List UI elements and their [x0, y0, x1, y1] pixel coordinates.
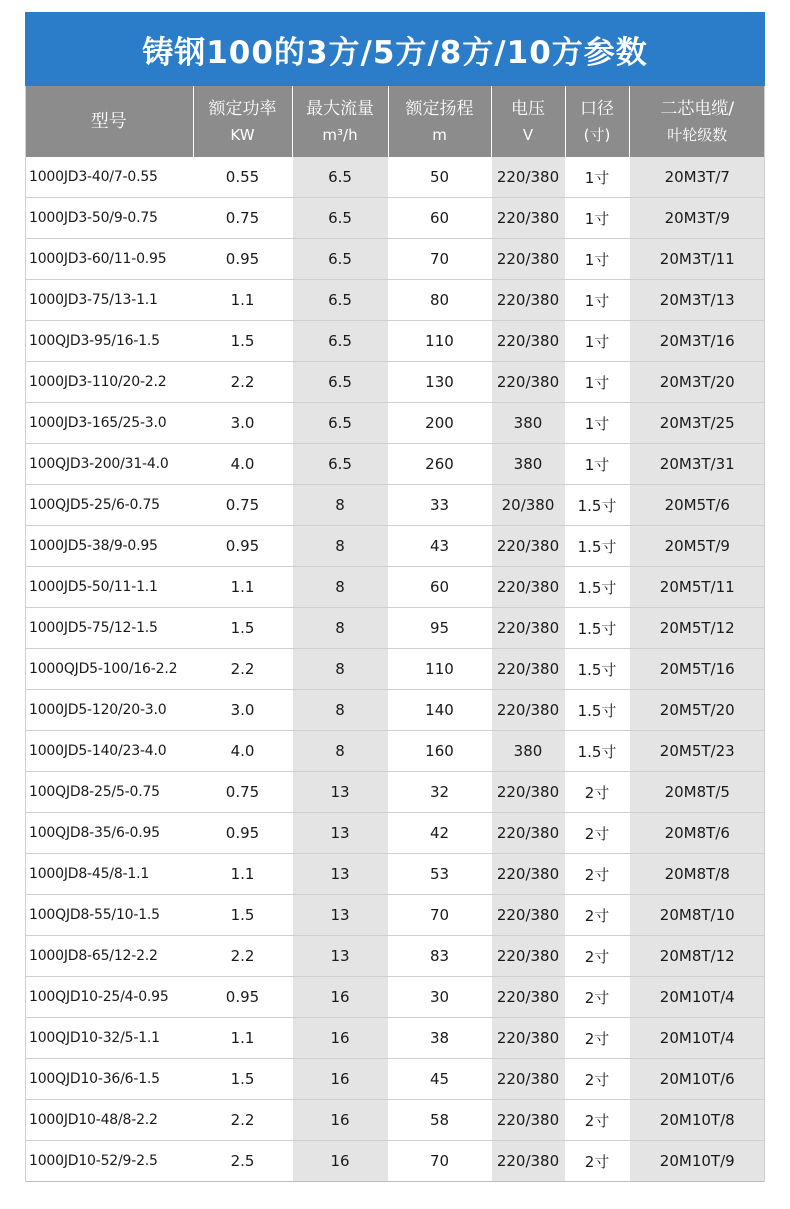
header-unit: V	[522, 125, 534, 144]
cell-caliber: 1寸	[565, 403, 629, 444]
cell-head: 83	[388, 936, 491, 977]
cell-voltage: 220/380	[491, 854, 565, 895]
cell-power: 2.2	[193, 649, 292, 690]
cell-caliber: 2寸	[565, 895, 629, 936]
cell-model: 1000JD3-165/25-3.0	[25, 403, 193, 444]
cell-voltage: 220/380	[491, 362, 565, 403]
header-unit: m	[432, 125, 447, 144]
cell-model: 1000JD5-75/12-1.5	[25, 608, 193, 649]
cell-flow: 6.5	[292, 239, 388, 280]
cell-flow: 8	[292, 731, 388, 772]
cell-power: 0.95	[193, 813, 292, 854]
table-header	[25, 86, 765, 157]
cell-caliber: 1.5寸	[565, 690, 629, 731]
cell-power: 2.2	[193, 936, 292, 977]
cell-power: 0.55	[193, 157, 292, 198]
cell-power: 0.75	[193, 198, 292, 239]
cell-voltage: 220/380	[491, 895, 565, 936]
cell-head: 33	[388, 485, 491, 526]
cell-head: 70	[388, 1141, 491, 1182]
table-row	[25, 239, 765, 280]
cell-cable-stages: 20M5T/12	[629, 608, 765, 649]
cell-voltage: 380	[491, 444, 565, 485]
cell-power: 0.75	[193, 772, 292, 813]
cell-voltage: 220/380	[491, 239, 565, 280]
header-unit: 叶轮级数	[667, 125, 728, 144]
cell-cable-stages: 20M8T/5	[629, 772, 765, 813]
cell-head: 32	[388, 772, 491, 813]
header-label: 额定扬程	[405, 98, 474, 119]
cell-caliber: 1寸	[565, 157, 629, 198]
cell-model: 1000JD5-120/20-3.0	[25, 690, 193, 731]
cell-cable-stages: 20M3T/9	[629, 198, 765, 239]
table-row	[25, 1018, 765, 1059]
header-model	[25, 86, 193, 157]
cell-model: 100QJD5-25/6-0.75	[25, 485, 193, 526]
cell-model: 1000JD3-40/7-0.55	[25, 157, 193, 198]
cell-power: 4.0	[193, 444, 292, 485]
cell-voltage: 220/380	[491, 608, 565, 649]
header-head	[388, 86, 491, 157]
cell-caliber: 2寸	[565, 1141, 629, 1182]
cell-cable-stages: 20M3T/20	[629, 362, 765, 403]
cell-head: 60	[388, 198, 491, 239]
cell-head: 80	[388, 280, 491, 321]
cell-power: 1.5	[193, 608, 292, 649]
cell-model: 100QJD8-35/6-0.95	[25, 813, 193, 854]
table-body	[25, 157, 765, 1182]
cell-model: 1000JD10-48/8-2.2	[25, 1100, 193, 1141]
cell-cable-stages: 20M10T/4	[629, 977, 765, 1018]
table-frame-left	[25, 86, 26, 1182]
cell-voltage: 220/380	[491, 526, 565, 567]
cell-flow: 8	[292, 649, 388, 690]
cell-power: 1.1	[193, 280, 292, 321]
cell-power: 1.5	[193, 321, 292, 362]
cell-head: 58	[388, 1100, 491, 1141]
cell-power: 0.95	[193, 239, 292, 280]
cell-cable-stages: 20M3T/31	[629, 444, 765, 485]
cell-flow: 13	[292, 772, 388, 813]
cell-cable-stages: 20M3T/7	[629, 157, 765, 198]
cell-caliber: 1.5寸	[565, 649, 629, 690]
cell-flow: 6.5	[292, 157, 388, 198]
cell-flow: 8	[292, 526, 388, 567]
cell-voltage: 220/380	[491, 280, 565, 321]
cell-head: 45	[388, 1059, 491, 1100]
table-row	[25, 608, 765, 649]
cell-caliber: 1.5寸	[565, 526, 629, 567]
table-row	[25, 362, 765, 403]
table-row	[25, 280, 765, 321]
cell-cable-stages: 20M5T/9	[629, 526, 765, 567]
header-label: 电压	[511, 98, 545, 119]
table-row	[25, 1100, 765, 1141]
cell-flow: 6.5	[292, 444, 388, 485]
cell-voltage: 220/380	[491, 813, 565, 854]
cell-head: 70	[388, 239, 491, 280]
table-row	[25, 772, 765, 813]
table-row	[25, 977, 765, 1018]
table-frame-right	[764, 86, 765, 1182]
cell-power: 0.95	[193, 526, 292, 567]
cell-flow: 6.5	[292, 321, 388, 362]
cell-flow: 6.5	[292, 403, 388, 444]
cell-model: 100QJD10-36/6-1.5	[25, 1059, 193, 1100]
cell-voltage: 220/380	[491, 936, 565, 977]
cell-head: 50	[388, 157, 491, 198]
cell-caliber: 2寸	[565, 772, 629, 813]
cell-model: 1000QJD5-100/16-2.2	[25, 649, 193, 690]
table-row	[25, 731, 765, 772]
cell-voltage: 220/380	[491, 198, 565, 239]
table-row	[25, 1141, 765, 1182]
cell-power: 0.75	[193, 485, 292, 526]
cell-head: 160	[388, 731, 491, 772]
cell-head: 200	[388, 403, 491, 444]
cell-model: 1000JD3-75/13-1.1	[25, 280, 193, 321]
cell-cable-stages: 20M5T/16	[629, 649, 765, 690]
cell-head: 30	[388, 977, 491, 1018]
cell-caliber: 1寸	[565, 321, 629, 362]
cell-caliber: 1寸	[565, 280, 629, 321]
table-row	[25, 403, 765, 444]
cell-head: 110	[388, 321, 491, 362]
cell-caliber: 2寸	[565, 1100, 629, 1141]
header-label: 额定功率	[208, 98, 277, 119]
cell-model: 1000JD8-45/8-1.1	[25, 854, 193, 895]
cell-voltage: 220/380	[491, 321, 565, 362]
cell-power: 0.95	[193, 977, 292, 1018]
cell-caliber: 1.5寸	[565, 485, 629, 526]
cell-flow: 13	[292, 854, 388, 895]
cell-head: 43	[388, 526, 491, 567]
cell-caliber: 2寸	[565, 813, 629, 854]
cell-caliber: 1.5寸	[565, 567, 629, 608]
cell-flow: 8	[292, 608, 388, 649]
cell-voltage: 220/380	[491, 1059, 565, 1100]
cell-caliber: 2寸	[565, 936, 629, 977]
cell-flow: 13	[292, 936, 388, 977]
cell-head: 110	[388, 649, 491, 690]
cell-voltage: 220/380	[491, 690, 565, 731]
cell-power: 1.5	[193, 1059, 292, 1100]
cell-flow: 6.5	[292, 280, 388, 321]
header-flow	[292, 86, 388, 157]
cell-flow: 8	[292, 485, 388, 526]
cell-caliber: 2寸	[565, 1018, 629, 1059]
header-row	[25, 86, 765, 157]
cell-power: 2.2	[193, 1100, 292, 1141]
cell-cable-stages: 20M8T/6	[629, 813, 765, 854]
header-label: 口径	[580, 98, 614, 119]
cell-model: 1000JD5-38/9-0.95	[25, 526, 193, 567]
cell-model: 100QJD8-25/5-0.75	[25, 772, 193, 813]
cell-head: 130	[388, 362, 491, 403]
spec-sheet	[25, 12, 765, 1182]
cell-cable-stages: 20M5T/20	[629, 690, 765, 731]
cell-model: 1000JD3-60/11-0.95	[25, 239, 193, 280]
cell-voltage: 20/380	[491, 485, 565, 526]
cell-cable-stages: 20M5T/6	[629, 485, 765, 526]
cell-head: 70	[388, 895, 491, 936]
cell-cable-stages: 20M10T/6	[629, 1059, 765, 1100]
spec-table	[25, 86, 765, 1182]
cell-voltage: 220/380	[491, 649, 565, 690]
cell-flow: 6.5	[292, 362, 388, 403]
cell-caliber: 1寸	[565, 362, 629, 403]
cell-model: 1000JD10-52/9-2.5	[25, 1141, 193, 1182]
cell-head: 95	[388, 608, 491, 649]
table-row	[25, 854, 765, 895]
header-label: 型号	[90, 110, 127, 132]
cell-voltage: 220/380	[491, 157, 565, 198]
cell-model: 100QJD8-55/10-1.5	[25, 895, 193, 936]
cell-caliber: 2寸	[565, 1059, 629, 1100]
cell-head: 260	[388, 444, 491, 485]
header-cable-stages	[629, 86, 765, 157]
cell-power: 3.0	[193, 403, 292, 444]
header-unit: (寸)	[583, 125, 611, 144]
cell-cable-stages: 20M10T/4	[629, 1018, 765, 1059]
cell-cable-stages: 20M3T/25	[629, 403, 765, 444]
cell-cable-stages: 20M8T/10	[629, 895, 765, 936]
cell-caliber: 1寸	[565, 444, 629, 485]
cell-voltage: 220/380	[491, 1100, 565, 1141]
cell-power: 4.0	[193, 731, 292, 772]
cell-head: 38	[388, 1018, 491, 1059]
cell-caliber: 2寸	[565, 854, 629, 895]
cell-flow: 6.5	[292, 198, 388, 239]
cell-model: 100QJD3-95/16-1.5	[25, 321, 193, 362]
cell-cable-stages: 20M5T/23	[629, 731, 765, 772]
header-unit: m³/h	[322, 125, 358, 144]
table-row	[25, 690, 765, 731]
cell-model: 1000JD5-50/11-1.1	[25, 567, 193, 608]
cell-power: 1.1	[193, 854, 292, 895]
cell-model: 1000JD5-140/23-4.0	[25, 731, 193, 772]
cell-model: 1000JD3-50/9-0.75	[25, 198, 193, 239]
cell-cable-stages: 20M3T/13	[629, 280, 765, 321]
cell-caliber: 1.5寸	[565, 608, 629, 649]
table-row	[25, 321, 765, 362]
cell-power: 1.1	[193, 567, 292, 608]
page-title: 铸钢100的3方/5方/8方/10方参数	[25, 12, 765, 86]
cell-voltage: 380	[491, 731, 565, 772]
table-row	[25, 895, 765, 936]
cell-voltage: 220/380	[491, 1018, 565, 1059]
cell-voltage: 220/380	[491, 567, 565, 608]
cell-power: 3.0	[193, 690, 292, 731]
table-row	[25, 567, 765, 608]
cell-flow: 13	[292, 813, 388, 854]
cell-flow: 8	[292, 567, 388, 608]
table-row	[25, 649, 765, 690]
header-unit: KW	[230, 125, 255, 144]
cell-flow: 16	[292, 1018, 388, 1059]
cell-model: 1000JD3-110/20-2.2	[25, 362, 193, 403]
table-row	[25, 813, 765, 854]
header-voltage	[491, 86, 565, 157]
cell-cable-stages: 20M3T/16	[629, 321, 765, 362]
cell-flow: 16	[292, 1059, 388, 1100]
cell-power: 1.5	[193, 895, 292, 936]
cell-power: 2.5	[193, 1141, 292, 1182]
cell-model: 1000JD8-65/12-2.2	[25, 936, 193, 977]
cell-cable-stages: 20M5T/11	[629, 567, 765, 608]
header-label: 二芯电缆/	[660, 98, 735, 119]
cell-head: 53	[388, 854, 491, 895]
table-row	[25, 526, 765, 567]
table-row	[25, 1059, 765, 1100]
cell-flow: 16	[292, 1141, 388, 1182]
cell-caliber: 1寸	[565, 198, 629, 239]
table-row	[25, 485, 765, 526]
cell-head: 60	[388, 567, 491, 608]
header-caliber	[565, 86, 629, 157]
cell-caliber: 1.5寸	[565, 731, 629, 772]
cell-power: 2.2	[193, 362, 292, 403]
cell-cable-stages: 20M10T/9	[629, 1141, 765, 1182]
table-row	[25, 157, 765, 198]
cell-flow: 16	[292, 977, 388, 1018]
cell-caliber: 1寸	[565, 239, 629, 280]
cell-voltage: 220/380	[491, 1141, 565, 1182]
table-row	[25, 936, 765, 977]
header-power	[193, 86, 292, 157]
cell-flow: 8	[292, 690, 388, 731]
cell-voltage: 220/380	[491, 772, 565, 813]
cell-cable-stages: 20M10T/8	[629, 1100, 765, 1141]
cell-model: 100QJD10-25/4-0.95	[25, 977, 193, 1018]
cell-head: 140	[388, 690, 491, 731]
cell-flow: 16	[292, 1100, 388, 1141]
cell-voltage: 380	[491, 403, 565, 444]
cell-flow: 13	[292, 895, 388, 936]
cell-power: 1.1	[193, 1018, 292, 1059]
cell-cable-stages: 20M8T/12	[629, 936, 765, 977]
cell-head: 42	[388, 813, 491, 854]
cell-model: 100QJD10-32/5-1.1	[25, 1018, 193, 1059]
cell-voltage: 220/380	[491, 977, 565, 1018]
cell-caliber: 2寸	[565, 977, 629, 1018]
table-row	[25, 444, 765, 485]
cell-model: 100QJD3-200/31-4.0	[25, 444, 193, 485]
cell-cable-stages: 20M8T/8	[629, 854, 765, 895]
header-label: 最大流量	[306, 98, 374, 119]
cell-cable-stages: 20M3T/11	[629, 239, 765, 280]
table-row	[25, 198, 765, 239]
